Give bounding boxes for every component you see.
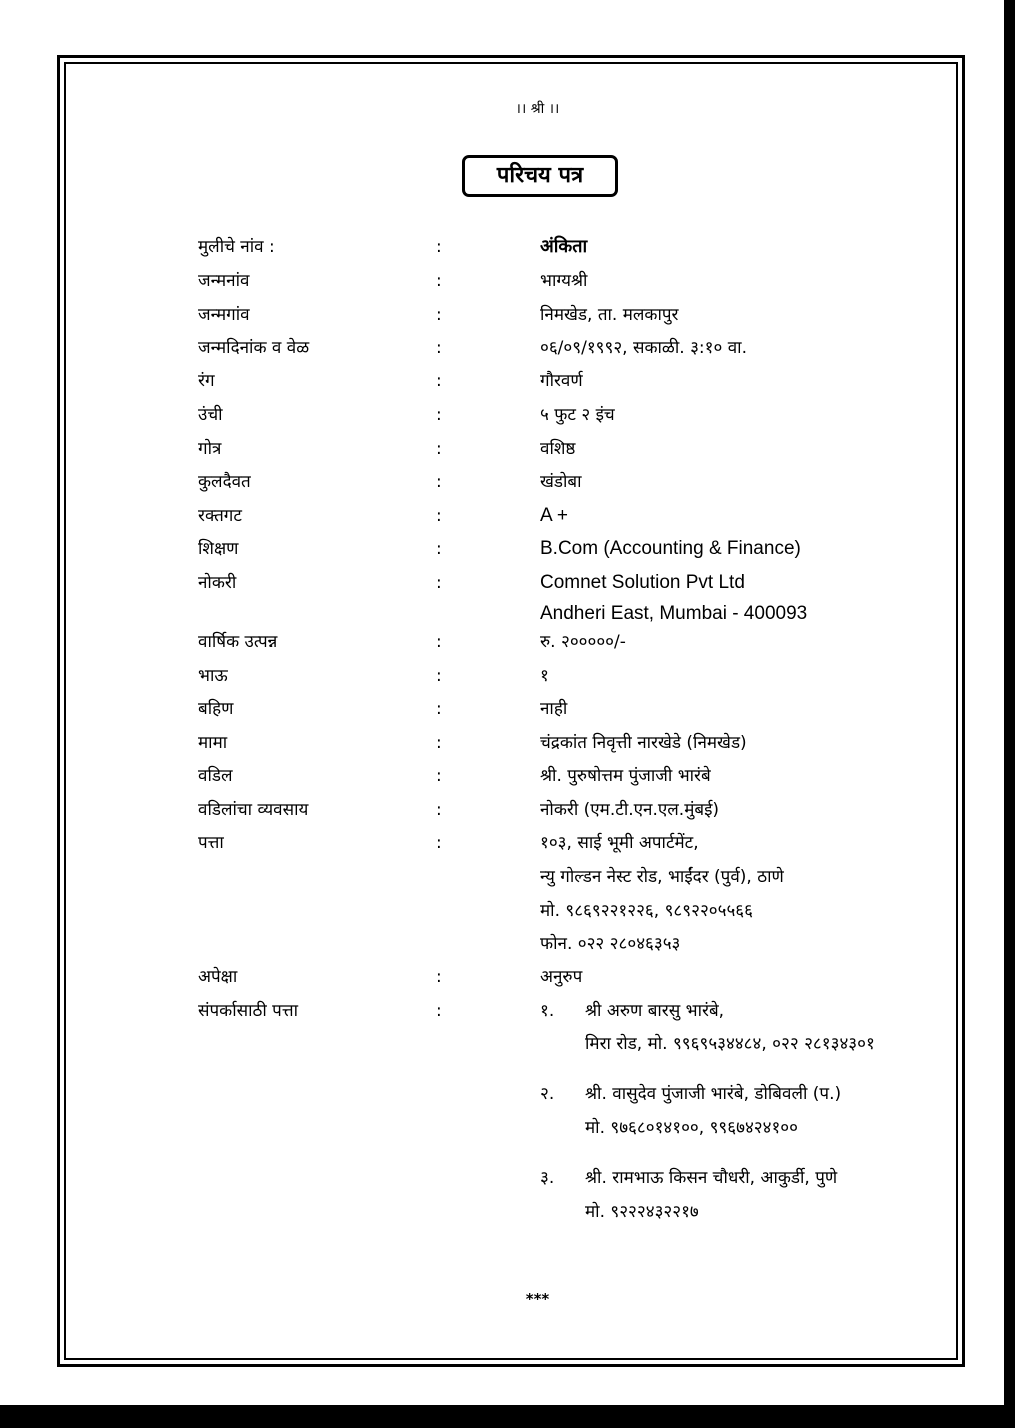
separator: :	[436, 405, 442, 425]
separator: :	[436, 800, 442, 820]
value-birth-name: भाग्यश्री	[540, 271, 588, 291]
label-job: नोकरी	[198, 573, 237, 593]
separator: :	[436, 632, 442, 652]
contact-1-details: मिरा रोड, मो. ९९६९५३४४८४, ०२२ २८१३४३०१	[585, 1034, 875, 1054]
row-gotra	[0, 434, 1004, 464]
value-expectation: अनुरुप	[540, 967, 583, 987]
label-maternal-uncle: मामा	[198, 733, 228, 753]
label-brother: भाऊ	[198, 666, 228, 686]
row-brother	[0, 661, 1004, 691]
row-father-occupation	[0, 795, 1004, 825]
label-blood-group: रक्तगट	[198, 506, 242, 526]
label-birth-date-time: जन्मदिनांक व वेळ	[198, 338, 310, 358]
row-annual-income	[0, 627, 1004, 657]
separator: :	[436, 1001, 442, 1021]
contact-1-number: १.	[540, 1001, 555, 1021]
separator: :	[436, 733, 442, 753]
contact-2-number: २.	[540, 1084, 555, 1104]
label-height: उंची	[198, 405, 223, 425]
value-family-deity: खंडोबा	[540, 472, 582, 492]
label-father: वडिल	[198, 766, 233, 786]
contact-2-name: श्री. वासुदेव पुंजाजी भारंबे, डोबिवली (प.)	[585, 1084, 842, 1104]
row-name	[0, 232, 1004, 262]
contact-3-details: मो. ९२२२४३२२१७	[585, 1202, 699, 1222]
value-address-line1: १०३, साई भूमी अपार्टमेंट,	[540, 833, 699, 853]
row-birth-name	[0, 266, 1004, 296]
separator: :	[436, 439, 442, 459]
row-expectation	[0, 962, 1004, 992]
label-gotra: गोत्र	[198, 439, 222, 459]
value-address-phone: फोन. ०२२ २८०४६३५३	[540, 934, 681, 954]
row-maternal-uncle	[0, 728, 1004, 758]
value-sister: नाही	[540, 699, 568, 719]
invocation-text: ।। श्री ।।	[515, 101, 560, 117]
separator: :	[436, 766, 442, 786]
value-address-mobile: मो. ९८६९२२१२२६, ९८९२२०५५६६	[540, 901, 753, 921]
row-job	[0, 568, 1004, 598]
separator: :	[436, 237, 442, 257]
row-address-phone	[0, 929, 1004, 959]
row-address	[0, 828, 1004, 858]
label-expectation: अपेक्षा	[198, 967, 238, 987]
row-birth-date-time	[0, 333, 1004, 363]
row-height	[0, 400, 1004, 430]
value-job-address: Andheri East, Mumbai - 400093	[540, 603, 808, 624]
label-family-deity: कुलदैवत	[198, 472, 251, 492]
row-sister	[0, 694, 1004, 724]
value-height: ५ फुट २ इंच	[540, 405, 615, 425]
value-father: श्री. पुरुषोत्तम पुंजाजी भारंबे	[540, 766, 711, 786]
separator: :	[436, 371, 442, 391]
value-education: B.Com (Accounting & Finance)	[540, 538, 801, 559]
label-address: पत्ता	[198, 833, 224, 853]
row-address-line2	[0, 862, 1004, 892]
label-sister: बहिण	[198, 699, 234, 719]
contact-2-details: मो. ९७६८०१४१००, ९९६७४२४१००	[585, 1118, 798, 1138]
contact-3-number: ३.	[540, 1168, 555, 1188]
label-name: मुलीचे नांव :	[198, 237, 275, 257]
value-birth-place: निमखेड, ता. मलकापुर	[540, 305, 679, 325]
value-maternal-uncle: चंद्रकांत निवृत्ती नारखेडे (निमखेड)	[540, 733, 747, 753]
row-birth-place	[0, 300, 1004, 330]
separator: :	[436, 967, 442, 987]
separator: :	[436, 271, 442, 291]
value-job-company: Comnet Solution Pvt Ltd	[540, 572, 745, 593]
label-contact-address: संपर्कासाठी पत्ता	[198, 1001, 298, 1021]
separator: :	[436, 666, 442, 686]
label-education: शिक्षण	[198, 539, 239, 559]
contact-1-name: श्री अरुण बारसु भारंबे,	[585, 1001, 725, 1021]
separator: :	[436, 539, 442, 559]
separator: :	[436, 833, 442, 853]
separator: :	[436, 305, 442, 325]
label-annual-income: वार्षिक उत्पन्न	[198, 632, 278, 652]
label-father-occupation: वडिलांचा व्यवसाय	[198, 800, 309, 820]
row-contact-address	[0, 996, 1004, 1026]
contact-3-name: श्री. रामभाऊ किसन चौधरी, आकुर्डी, पुणे	[585, 1168, 838, 1188]
label-birth-name: जन्मनांव	[198, 271, 250, 291]
value-father-occupation: नोकरी (एम.टी.एन.एल.मुंबई)	[540, 800, 720, 820]
document-title: परिचय पत्र	[462, 155, 618, 197]
label-complexion: रंग	[198, 371, 215, 391]
value-brother: १	[540, 666, 549, 686]
value-gotra: वशिष्ठ	[540, 439, 576, 459]
value-name: अंकिता	[540, 236, 588, 257]
value-address-line2: न्यु गोल्डन नेस्ट रोड, भाईंदर (पुर्व), ठाणे	[540, 867, 784, 887]
separator: :	[436, 699, 442, 719]
value-blood-group: A +	[540, 505, 568, 526]
row-blood-group	[0, 501, 1004, 531]
row-family-deity	[0, 467, 1004, 497]
separator: :	[436, 338, 442, 358]
row-address-mobile	[0, 896, 1004, 926]
row-complexion	[0, 366, 1004, 396]
value-complexion: गौरवर्ण	[540, 371, 583, 391]
separator: :	[436, 506, 442, 526]
value-birth-date-time: ०६/०९/१९९२, सकाळी. ३:१० वा.	[540, 338, 747, 358]
value-annual-income: रु. २०००००/-	[540, 632, 626, 652]
separator: :	[436, 573, 442, 593]
end-mark: ***	[525, 1290, 550, 1308]
row-job-address	[0, 599, 1004, 629]
row-father	[0, 761, 1004, 791]
separator: :	[436, 472, 442, 492]
row-education	[0, 534, 1004, 564]
label-birth-place: जन्मगांव	[198, 305, 250, 325]
